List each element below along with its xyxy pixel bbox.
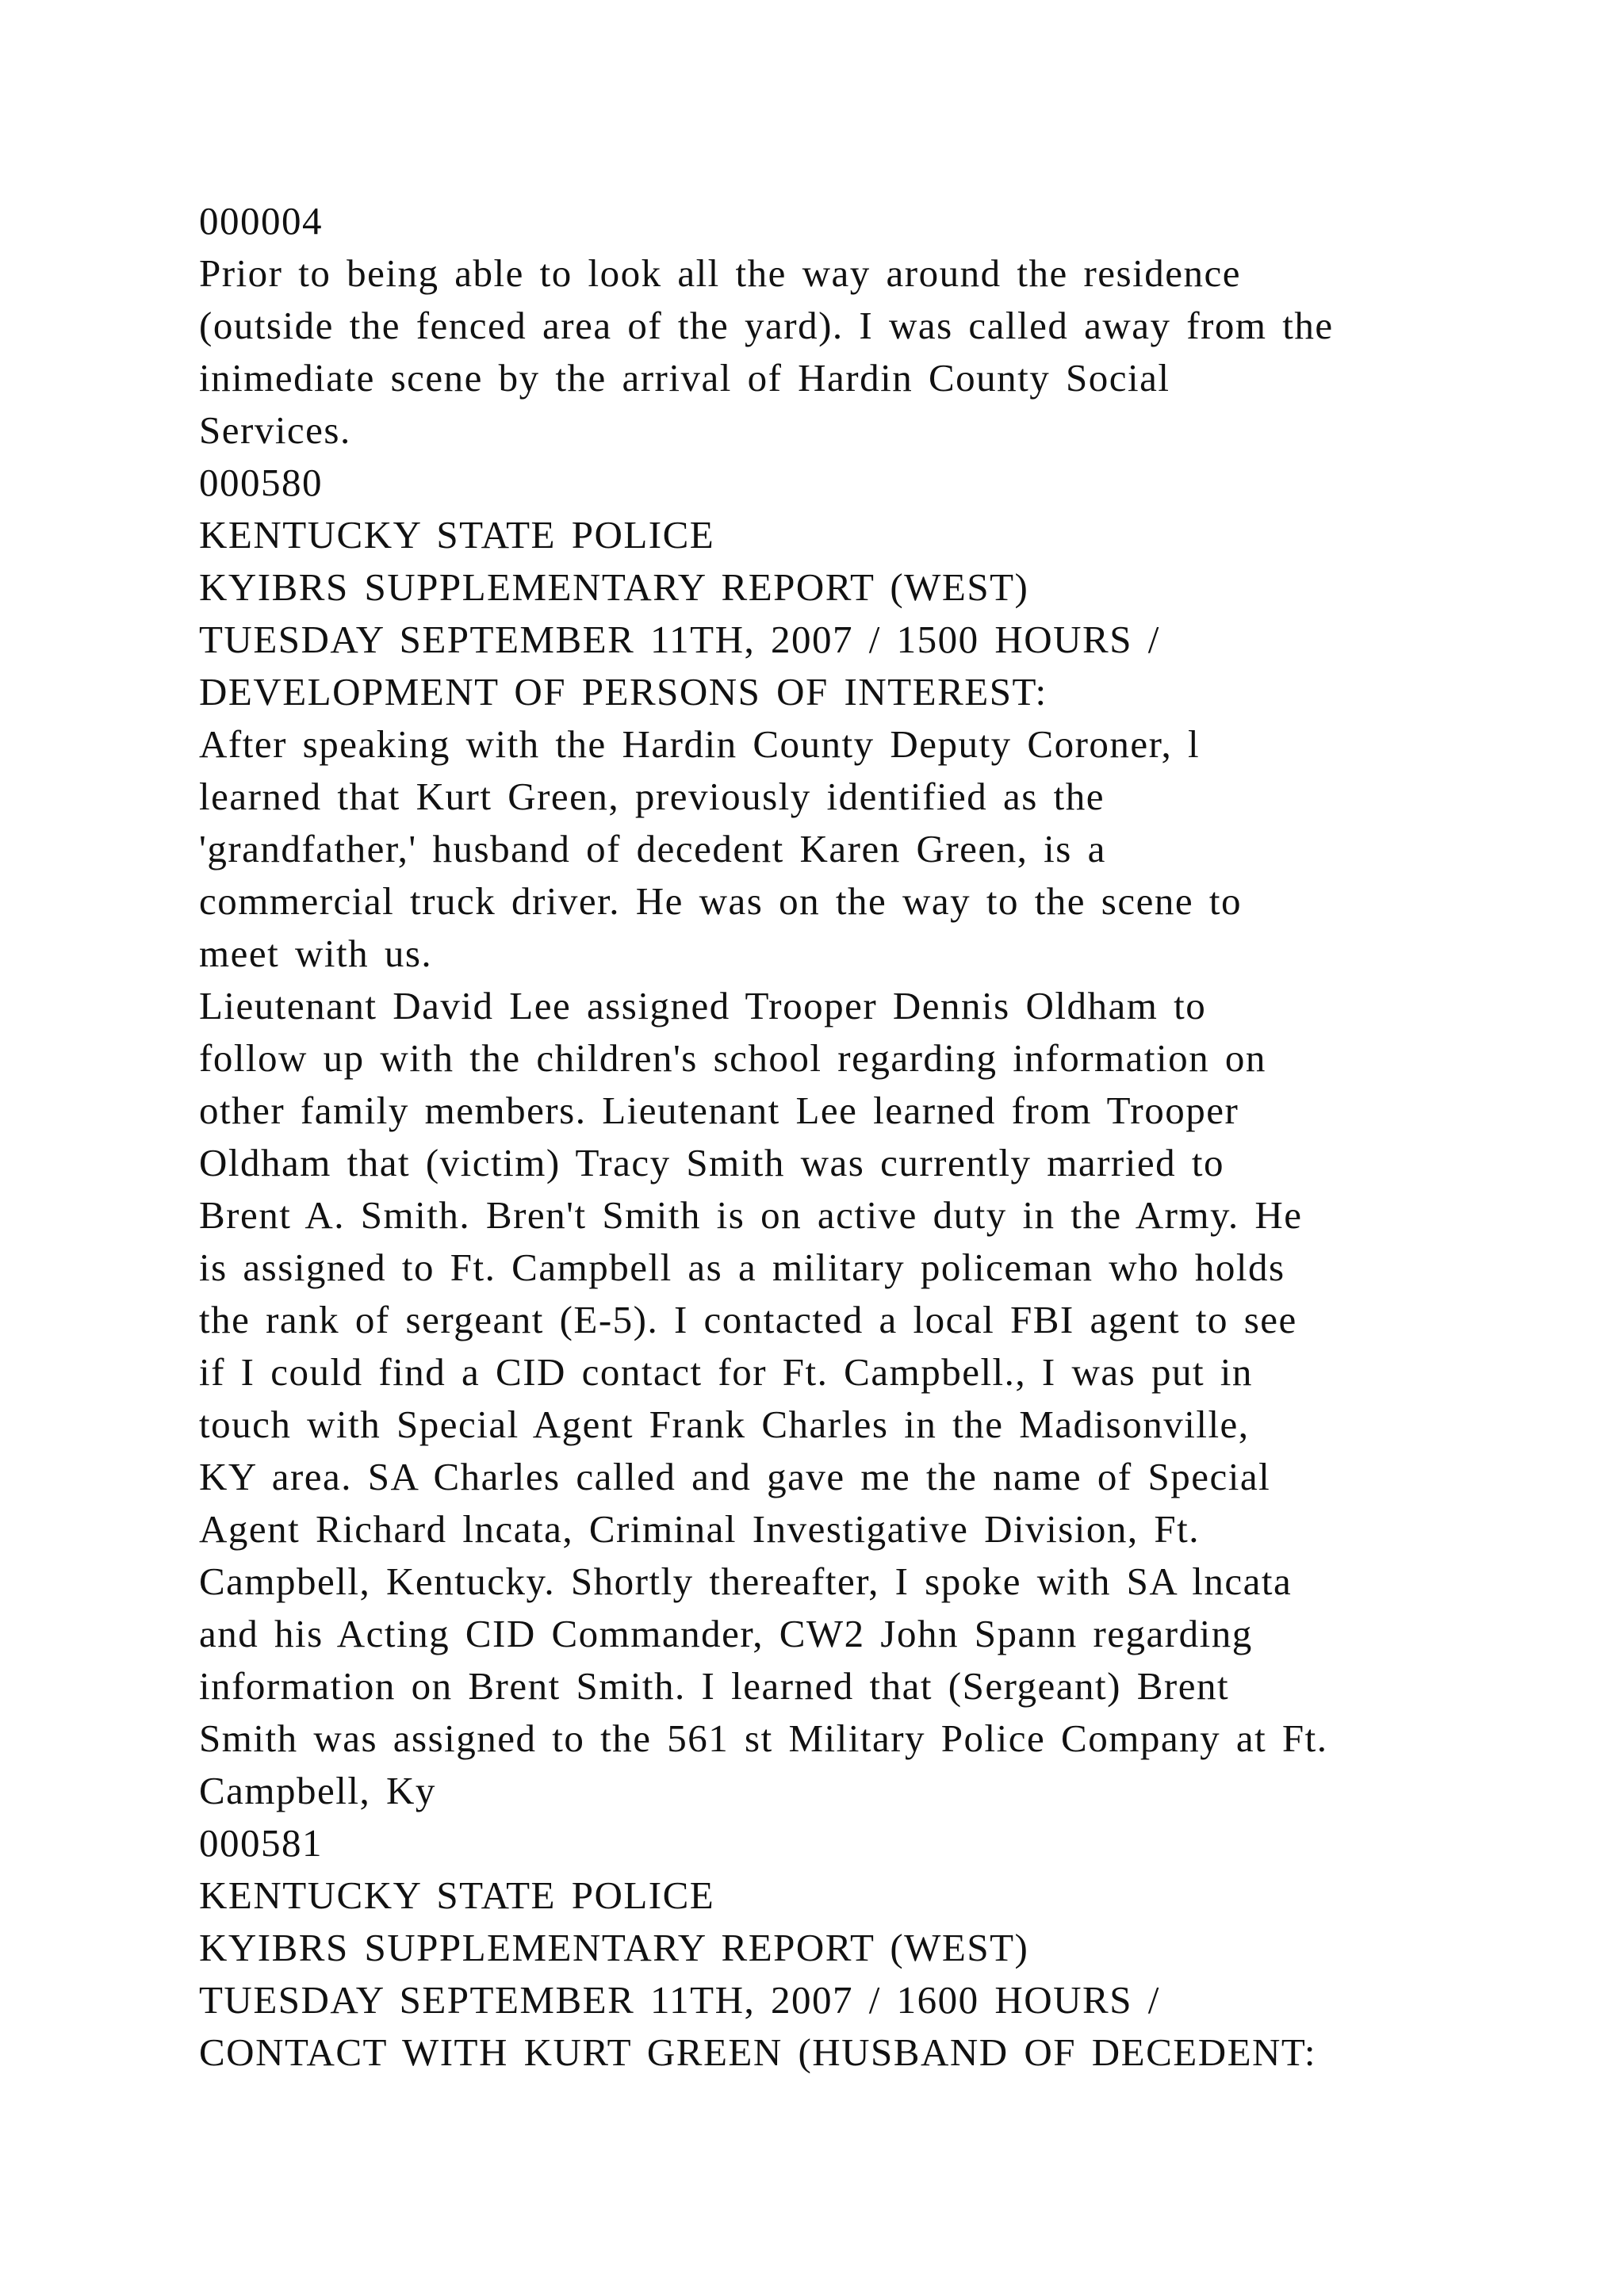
body-line: is assigned to Ft. Campbell as a military policeman who holds bbox=[199, 1246, 1285, 1289]
body-line: if I could find a CID contact for Ft. Campbell., I was put in bbox=[199, 1350, 1253, 1394]
body-line: (outside the fenced area of the yard). I was called away from the bbox=[199, 304, 1334, 347]
body-line: Smith was assigned to the 561 st Military Police Company at Ft. bbox=[199, 1716, 1328, 1760]
body-line: other family members. Lieutenant Lee learned from Trooper bbox=[199, 1089, 1239, 1132]
body-line: Agent Richard lncata, Criminal Investigative Division, Ft. bbox=[199, 1507, 1201, 1551]
body-paragraph bbox=[199, 980, 1624, 1817]
entry-heading-line: TUESDAY SEPTEMBER 11TH, 2007 / 1600 HOURS / bbox=[199, 1978, 1160, 2022]
body-line: Campbell, Kentucky. Shortly thereafter, I spoke with SA lncata bbox=[199, 1559, 1293, 1603]
bates-number: 000580 bbox=[199, 461, 323, 504]
body-line: follow up with the children's school regarding information on bbox=[199, 1036, 1266, 1080]
body-line: commercial truck driver. He was on the way to the scene to bbox=[199, 879, 1242, 923]
body-line: Prior to being able to look all the way around the residence bbox=[199, 251, 1241, 295]
section-000580 bbox=[199, 457, 1624, 1817]
body-line: inimediate scene by the arrival of Hardin County Social bbox=[199, 356, 1170, 400]
body-line: touch with Special Agent Frank Charles in the Madisonville, bbox=[199, 1402, 1250, 1446]
body-line: information on Brent Smith. I learned that (Sergeant) Brent bbox=[199, 1664, 1230, 1708]
body-line: 'grandfather,' husband of decedent Karen Green, is a bbox=[199, 827, 1106, 871]
entry-heading bbox=[199, 614, 1624, 718]
body-line: Campbell, Ky bbox=[199, 1769, 436, 1812]
report-title: KYIBRS SUPPLEMENTARY REPORT (WEST) bbox=[199, 1926, 1029, 1969]
body-line: KY area. SA Charles called and gave me the name of Special bbox=[199, 1455, 1271, 1498]
entry-heading bbox=[199, 1974, 1624, 2079]
body-line: the rank of sergeant (E-5). I contacted a local FBI agent to see bbox=[199, 1298, 1297, 1341]
body-line: Services. bbox=[199, 408, 351, 452]
body-paragraph bbox=[199, 247, 1624, 457]
body-line: learned that Kurt Green, previously identified as the bbox=[199, 775, 1105, 818]
section-000581 bbox=[199, 1817, 1624, 2079]
section-000004 bbox=[199, 195, 1624, 457]
entry-heading-line: TUESDAY SEPTEMBER 11TH, 2007 / 1500 HOURS / bbox=[199, 618, 1160, 661]
body-line: Oldham that (victim) Tracy Smith was currently married to bbox=[199, 1141, 1224, 1184]
body-line: After speaking with the Hardin County Deputy Coroner, l bbox=[199, 722, 1201, 766]
entry-heading-line: DEVELOPMENT OF PERSONS OF INTEREST: bbox=[199, 670, 1048, 714]
agency-name: KENTUCKY STATE POLICE bbox=[199, 1873, 715, 1917]
bates-number: 000581 bbox=[199, 1821, 323, 1865]
body-line: Brent A. Smith. Bren't Smith is on active duty in the Army. He bbox=[199, 1193, 1303, 1237]
body-line: meet with us. bbox=[199, 932, 433, 975]
entry-heading-line: CONTACT WITH KURT GREEN (HUSBAND OF DECEDENT: bbox=[199, 2030, 1317, 2074]
bates-number: 000004 bbox=[199, 199, 323, 243]
body-paragraph bbox=[199, 718, 1624, 980]
report-title: KYIBRS SUPPLEMENTARY REPORT (WEST) bbox=[199, 565, 1029, 609]
body-line: and his Acting CID Commander, CW2 John Spann regarding bbox=[199, 1612, 1253, 1655]
agency-name: KENTUCKY STATE POLICE bbox=[199, 513, 715, 557]
body-line: Lieutenant David Lee assigned Trooper Dennis Oldham to bbox=[199, 984, 1207, 1027]
